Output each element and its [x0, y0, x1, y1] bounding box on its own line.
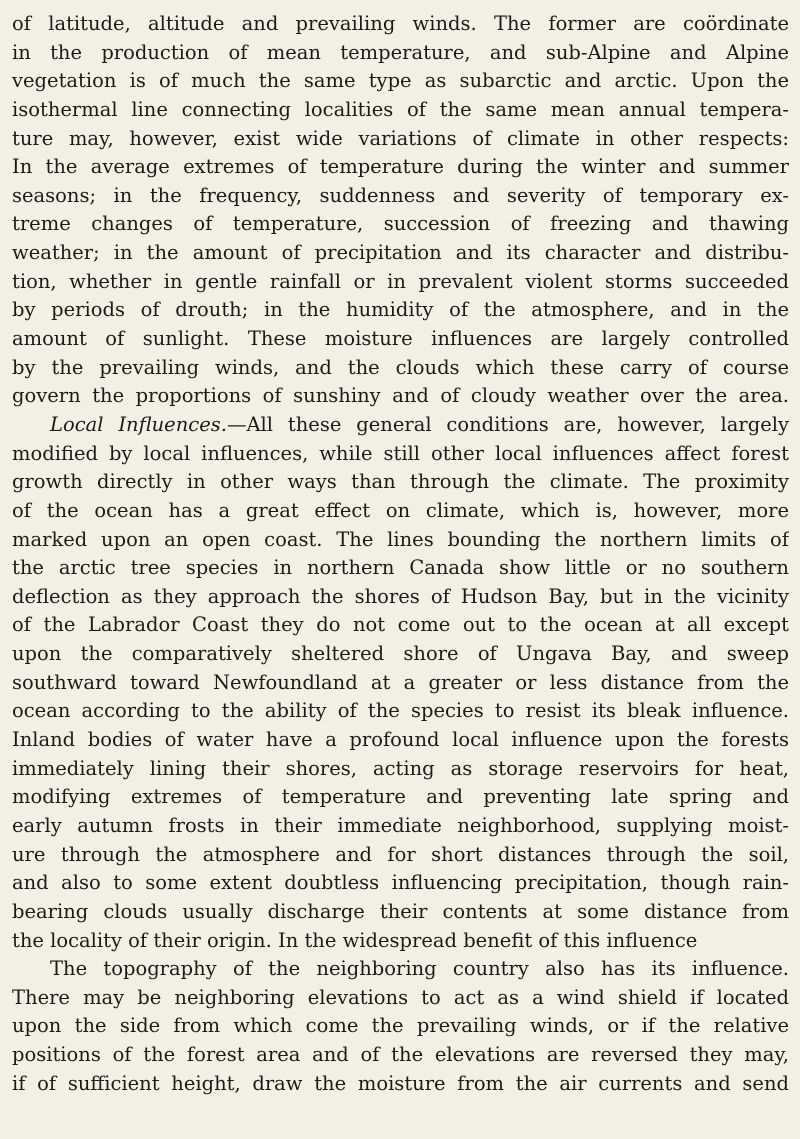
text-line: seasons; in the frequency, suddenness and severity of temporary ex-	[12, 183, 789, 207]
text-line-with-heading	[12, 411, 789, 440]
text-line: early autumn frosts in their immediate neighborhood, supplying moist-	[12, 813, 789, 837]
section-heading: Local Influences.	[50, 412, 227, 436]
text-line: amount of sunlight. These moisture influences are largely controlled	[12, 327, 789, 351]
text-line: by periods of drouth; in the humidity of the atmosphere, and in the	[12, 298, 789, 322]
text-line: modified by local influences, while still other local influences affect forest	[12, 441, 789, 465]
text-line: and also to some extent doubtless influencing precipitation, though rain-	[12, 871, 789, 895]
text-line: tion, whether in gentle rainfall or in prevalent violent storms succeeded	[12, 269, 789, 293]
text-line: vegetation is of much the same type as subarctic and arctic. Upon the	[12, 69, 789, 93]
text-line: bearing clouds usually discharge their contents at some distance from	[12, 899, 789, 923]
first-line-rest: —All these general conditions are, however, largely	[226, 412, 789, 436]
text-line: modifying extremes of temperature and preventing late spring and	[12, 785, 789, 809]
text-line: the locality of their origin. In the widespread benefit of this influence	[12, 928, 698, 952]
text-line: growth directly in other ways than through the climate. The proximity	[12, 470, 789, 494]
text-line: govern the proportions of sunshiny and of cloudy weather over the area.	[12, 384, 789, 408]
text-line: of latitude, altitude and prevailing winds. The former are coördinate	[12, 12, 789, 35]
text-line: in the production of mean temperature, and sub-Alpine and Alpine	[12, 40, 789, 64]
text-line: positions of the forest area and of the elevations are reversed they may,	[12, 1043, 789, 1067]
text-line: In the average extremes of temperature during the winter and summer	[12, 155, 789, 179]
text-line: the arctic tree species in northern Canada show little or no southern	[12, 556, 789, 580]
text-line: There may be neighboring elevations to act as a wind shield if located	[12, 985, 789, 1009]
paragraph-local-influences	[12, 411, 789, 955]
text-line: immediately lining their shores, acting as storage reservoirs for heat,	[12, 756, 789, 780]
text-line: treme changes of temperature, succession of freezing and thawing	[12, 212, 789, 236]
text-line: by the prevailing winds, and the clouds which these carry of course	[12, 355, 789, 379]
paragraph-topography	[12, 955, 789, 1098]
text-line: weather; in the amount of precipitation and its character and distribu-	[12, 241, 789, 265]
text-line: of the ocean has a great effect on climate, which is, however, more	[12, 498, 789, 522]
text-line: Inland bodies of water have a profound local influence upon the forests	[12, 728, 789, 752]
text-line: isothermal line connecting localities of the same mean annual tempera-	[12, 97, 789, 121]
text-line: deflection as they approach the shores of Hudson Bay, but in the vicinity	[12, 584, 789, 608]
text-line: The topography of the neighboring country also has its influence.	[50, 957, 789, 981]
text-line: if of sufficient height, draw the moisture from the air currents and send	[12, 1071, 789, 1095]
text-line: ure through the atmosphere and for short distances through the soil,	[12, 842, 789, 866]
text-line: ocean according to the ability of the species to resist its bleak influence.	[12, 699, 789, 723]
text-line: of the Labrador Coast they do not come out to the ocean at all except	[12, 613, 789, 637]
paragraph-climate-variations	[12, 10, 789, 411]
text-line: marked upon an open coast. The lines bounding the northern limits of	[12, 527, 789, 551]
text-line: ture may, however, exist wide variations of climate in other respects:	[12, 126, 789, 150]
text-line: upon the comparatively sheltered shore of Ungava Bay, and sweep	[12, 642, 789, 666]
text-line: southward toward Newfoundland at a greater or less distance from the	[12, 670, 789, 694]
text-line: upon the side from which come the prevailing winds, or if the relative	[12, 1014, 789, 1038]
